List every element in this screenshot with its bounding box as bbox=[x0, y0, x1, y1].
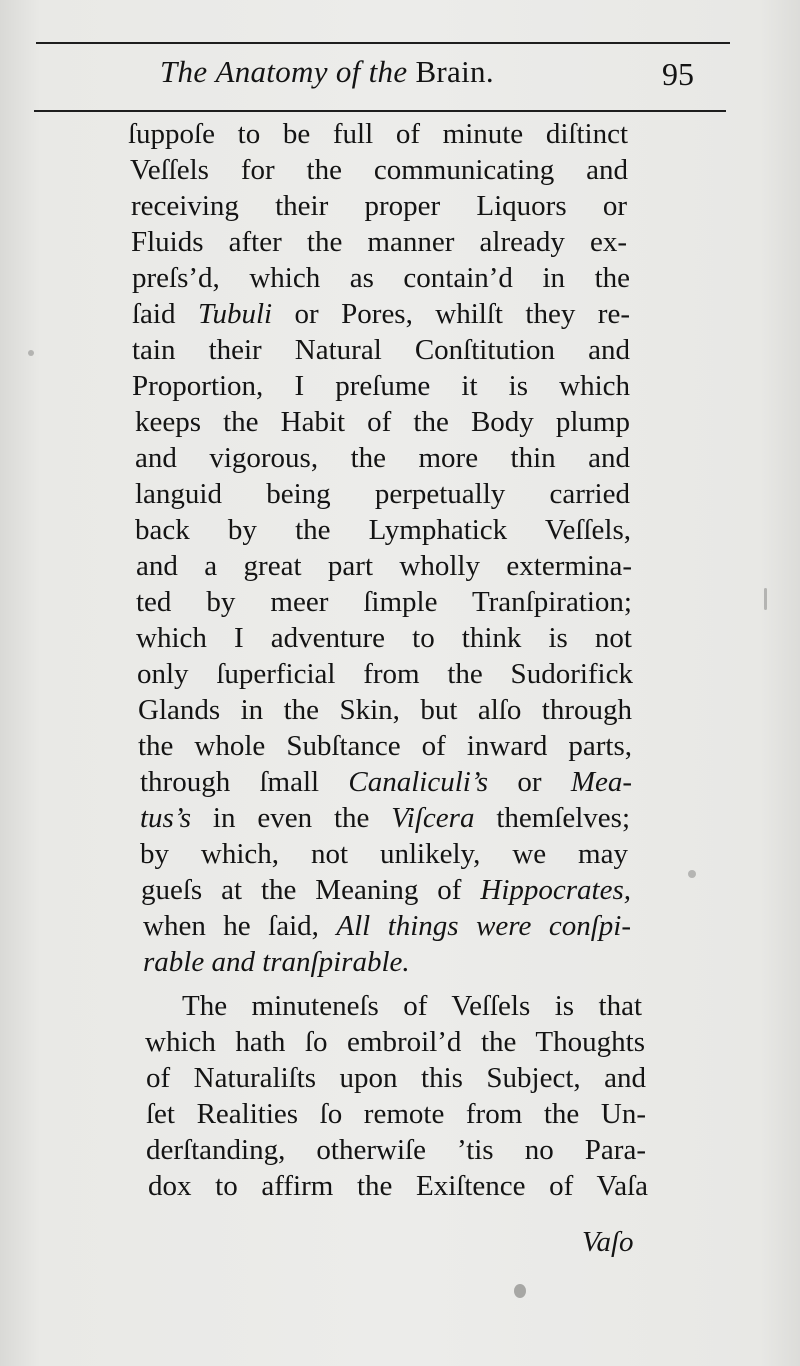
header-rule-bottom bbox=[34, 110, 726, 112]
text-line bbox=[136, 548, 632, 584]
italic-text: Tubuli bbox=[197, 298, 273, 330]
text-line bbox=[132, 368, 630, 404]
text-segment: of Naturaliſts upon this Subject, and bbox=[146, 1062, 646, 1094]
page-speck bbox=[764, 588, 767, 610]
text-line bbox=[140, 836, 628, 872]
text-line bbox=[128, 116, 628, 152]
text-line bbox=[146, 1132, 646, 1168]
text-segment: by which, not unlikely, we may bbox=[140, 838, 628, 870]
text-segment: or bbox=[488, 766, 571, 798]
text-segment: tain their Natural Conſtitution and bbox=[132, 334, 630, 366]
text-line bbox=[140, 800, 630, 836]
text-segment: keeps the Habit of the Body plump bbox=[135, 406, 630, 438]
running-head-anatomy: Anatomy bbox=[215, 54, 328, 89]
text-segment: and vigorous, the more thin and bbox=[135, 442, 630, 474]
text-segment: dox to affirm the Exiſtence of bbox=[148, 1170, 597, 1202]
text-line bbox=[135, 404, 630, 440]
text-line bbox=[132, 296, 630, 332]
text-segment: Veſſels for the communicating and bbox=[130, 154, 628, 186]
running-head-of: of bbox=[335, 54, 361, 89]
text-line bbox=[138, 692, 632, 728]
italic-text: Mea- bbox=[570, 766, 632, 798]
italic-text: All things were conſpi- bbox=[336, 910, 631, 942]
text-line bbox=[140, 764, 632, 800]
running-head-the-2: the bbox=[368, 54, 408, 89]
text-line bbox=[132, 332, 630, 368]
text-line bbox=[135, 512, 631, 548]
text-segment: which I adventure to think is not bbox=[136, 622, 632, 654]
text-line bbox=[146, 1096, 646, 1132]
text-segment: ted by meer ſimple Tranſpiration; bbox=[136, 586, 632, 618]
catchword: Vaſo bbox=[582, 1226, 634, 1258]
text-segment: only ſuperficial from the Sudorifick bbox=[137, 658, 633, 690]
text-line bbox=[132, 260, 630, 296]
text-line bbox=[148, 1168, 648, 1204]
italic-text: Canaliculi’s bbox=[348, 766, 489, 798]
page-speck bbox=[514, 1284, 526, 1298]
text-segment: ſaid bbox=[132, 298, 198, 330]
text-line bbox=[135, 440, 630, 476]
text-segment: back by the Lymphatick Veſſels, bbox=[135, 514, 631, 546]
text-line bbox=[136, 584, 632, 620]
italic-text: rable and tranſpirable. bbox=[143, 946, 410, 978]
text-segment: ſet Realities ſo remote from the Un- bbox=[146, 1098, 646, 1130]
italic-text: Hippocrates, bbox=[480, 874, 631, 906]
text-line bbox=[131, 188, 627, 224]
text-line bbox=[138, 728, 632, 764]
text-segment: gueſs at the Meaning of bbox=[141, 874, 481, 906]
text-segment: Glands in the Skin, but alſo through bbox=[138, 694, 632, 726]
text-segment: through ſmall bbox=[140, 766, 349, 798]
text-line bbox=[136, 620, 632, 656]
text-segment: the whole Subſtance of inward parts, bbox=[138, 730, 632, 762]
italic-text: Viſcera bbox=[391, 802, 475, 834]
header-rule-top bbox=[36, 42, 730, 44]
text-line bbox=[131, 224, 627, 260]
text-segment: languid being perpetually carried bbox=[135, 478, 630, 510]
text-segment: ſuppoſe to be full of minute diſtinct bbox=[128, 118, 628, 150]
text-segment: themſelves; bbox=[474, 802, 630, 834]
text-segment: The minuteneſs of Veſſels is that bbox=[182, 990, 642, 1022]
running-head-brain: Brain. bbox=[415, 54, 494, 89]
text-line bbox=[143, 908, 631, 944]
text-segment: Vaſa bbox=[596, 1170, 648, 1202]
text-line bbox=[145, 1024, 645, 1060]
text-segment: and a great part wholly extermina- bbox=[136, 550, 632, 582]
text-segment: in even the bbox=[191, 802, 392, 834]
running-head bbox=[160, 48, 494, 96]
text-line bbox=[146, 1060, 646, 1096]
text-segment: receiving their proper Liquors or bbox=[131, 190, 627, 222]
text-line bbox=[137, 656, 633, 692]
text-segment: preſs’d, which as contain’d in the bbox=[132, 262, 630, 294]
text-line bbox=[182, 988, 642, 1024]
text-segment: which hath ſo embroil’d the Thoughts bbox=[145, 1026, 645, 1058]
text-line bbox=[135, 476, 630, 512]
text-segment: or Pores, whilſt they re- bbox=[272, 298, 630, 330]
text-line bbox=[143, 944, 410, 980]
page-speck bbox=[28, 350, 34, 356]
text-segment: Proportion, I preſume it is which bbox=[132, 370, 630, 402]
page-speck bbox=[688, 870, 696, 878]
text-segment: Fluids after the manner already ex- bbox=[131, 226, 627, 258]
running-head-the: The bbox=[160, 54, 208, 89]
text-line bbox=[130, 152, 628, 188]
text-segment: derſtanding, otherwiſe ’tis no Para- bbox=[146, 1134, 646, 1166]
text-segment: when he ſaid, bbox=[143, 910, 337, 942]
italic-text: tus’s bbox=[140, 802, 192, 834]
text-line bbox=[141, 872, 631, 908]
page-number: 95 bbox=[662, 56, 694, 92]
